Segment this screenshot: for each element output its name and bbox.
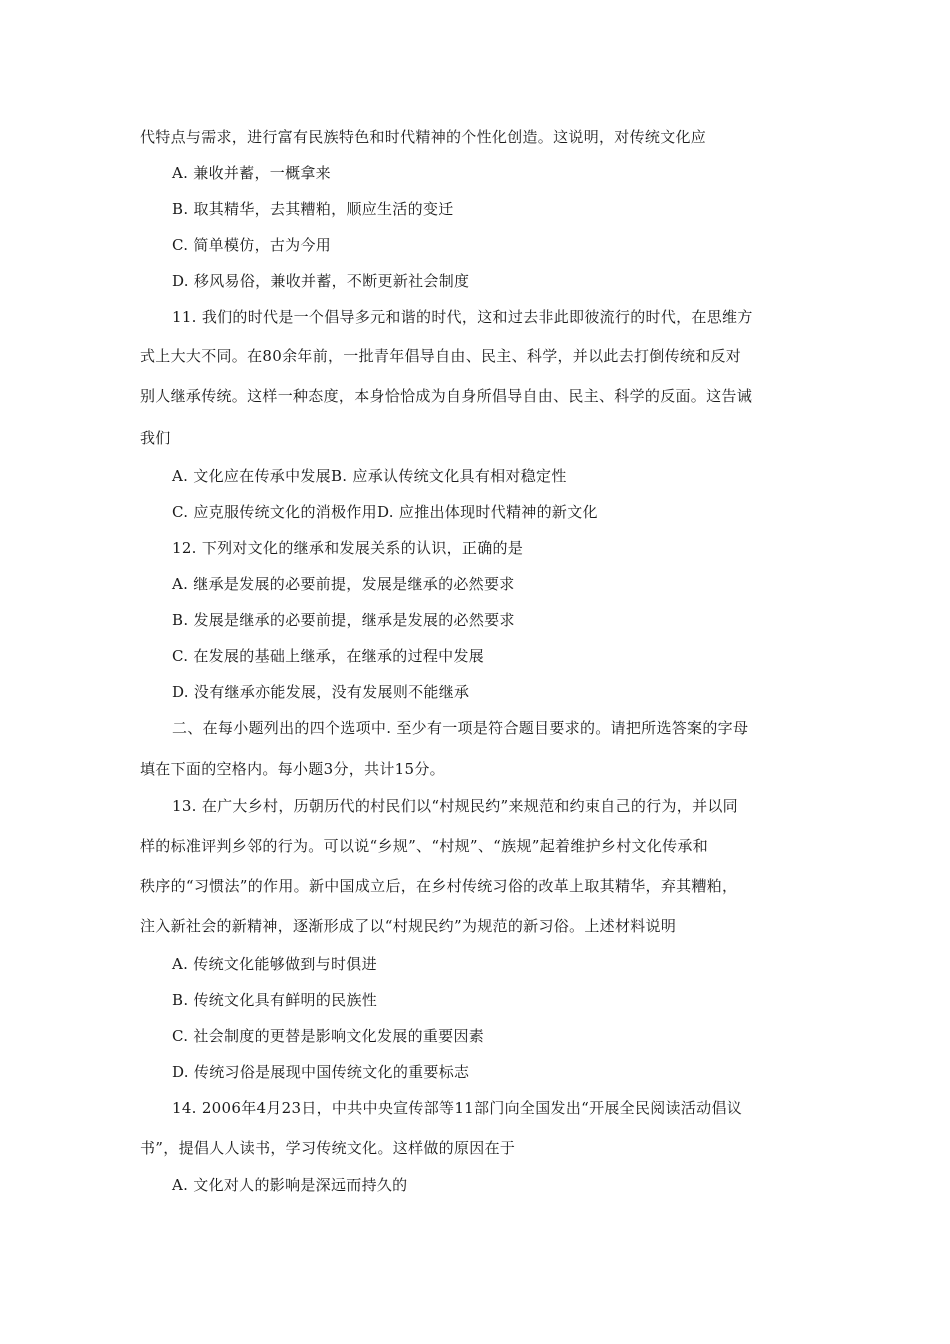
option-line: C. 社会制度的更替是影响文化发展的重要因素 xyxy=(172,1027,485,1045)
option-line: A. 文化对人的影响是深远而持久的 xyxy=(172,1176,408,1194)
option-line: A. 兼收并蓄，一概拿来 xyxy=(172,164,331,182)
text-line: 我们 xyxy=(140,429,171,447)
text-line: 样的标准评判乡邻的行为。可以说“乡规”、“村规”、“族规”起着维护乡村文化传承和 xyxy=(140,837,709,855)
option-line: B. 取其精华，去其糟粕，顺应生活的变迁 xyxy=(172,200,454,218)
option-line: A. 文化应在传承中发展B. 应承认传统文化具有相对稳定性 xyxy=(172,467,567,485)
question-13: 13. 在广大乡村，历朝历代的村民们以“村规民约”来规范和约束自己的行为，并以同 xyxy=(172,797,738,815)
text-line: 秩序的“习惯法”的作用。新中国成立后，在乡村传统习俗的改革上取其精华，弃其糟粕， xyxy=(140,877,738,895)
question-12: 12. 下列对文化的继承和发展关系的认识，正确的是 xyxy=(172,539,524,557)
text-line: 书”，提倡人人读书，学习传统文化。这样做的原因在于 xyxy=(140,1139,516,1157)
option-line: B. 发展是继承的必要前提，继承是发展的必然要求 xyxy=(172,611,515,629)
option-line: D. 移风易俗，兼收并蓄，不断更新社会制度 xyxy=(172,272,470,290)
option-line: A. 继承是发展的必要前提，发展是继承的必然要求 xyxy=(172,575,515,593)
question-14: 14. 2006年4月23日，中共中央宣传部等11部门向全国发出“开展全民阅读活动倡议 xyxy=(172,1099,743,1117)
option-line: C. 应克服传统文化的消极作用D. 应推出体现时代精神的新文化 xyxy=(172,503,598,521)
text-line: 式上大大不同。在80余年前，一批青年倡导自由、民主、科学，并以此去打倒传统和反对 xyxy=(140,347,742,365)
option-line: A. 传统文化能够做到与时俱进 xyxy=(172,955,377,973)
option-line: D. 传统习俗是展现中国传统文化的重要标志 xyxy=(172,1063,470,1081)
text-line: 别人继承传统。这样一种态度，本身恰恰成为自身所倡导自由、民主、科学的反面。这告诫 xyxy=(140,387,753,405)
option-line: C. 简单模仿，古为今用 xyxy=(172,236,332,254)
option-line: D. 没有继承亦能发展，没有发展则不能继承 xyxy=(172,683,470,701)
section-heading: 二、在每小题列出的四个选项中. 至少有一项是符合题目要求的。请把所选答案的字母 xyxy=(172,719,749,737)
option-line: B. 传统文化具有鲜明的民族性 xyxy=(172,991,378,1009)
text-line: 注入新社会的新精神，逐渐形成了以“村规民约”为规范的新习俗。上述材料说明 xyxy=(140,917,677,935)
text-line: 代特点与需求，进行富有民族特色和时代精神的个性化创造。这说明，对传统文化应 xyxy=(140,128,707,146)
text-line: 填在下面的空格内。每小题3分，共计15分。 xyxy=(140,760,445,778)
option-line: C. 在发展的基础上继承，在继承的过程中发展 xyxy=(172,647,485,665)
question-11: 11. 我们的时代是一个倡导多元和谐的时代，这和过去非此即彼流行的时代，在思维方 xyxy=(172,308,753,326)
